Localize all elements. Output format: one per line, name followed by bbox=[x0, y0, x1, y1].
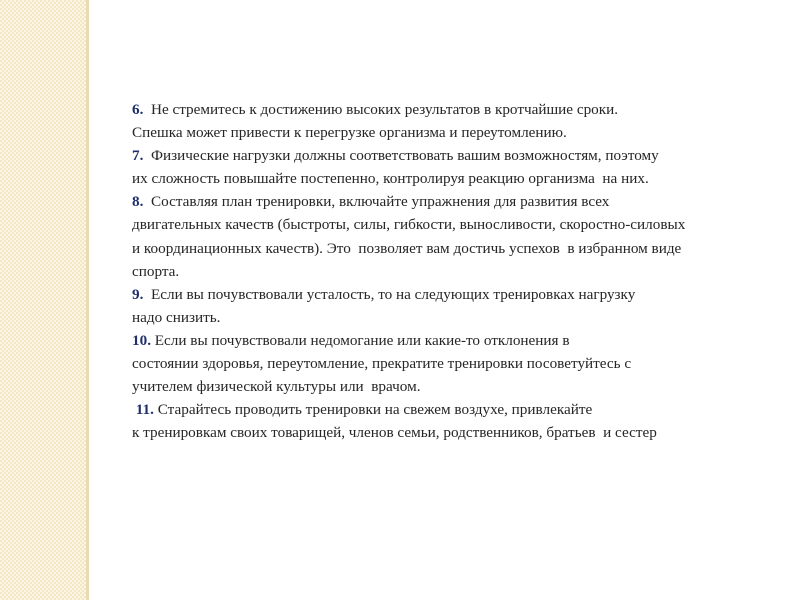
line-text: Старайтесь проводить тренировки на свежем воздухе, привлекайте bbox=[153, 401, 593, 419]
item-number-9: 9. bbox=[132, 285, 144, 303]
line-text: к тренировкам своих товарищей, членов семьи, родственников, братьев и сестер bbox=[132, 424, 657, 442]
text-line-13 bbox=[132, 375, 792, 398]
line-text: двигательных качеств (быстроты, силы, гибкости, выносливости, скоростно-силовых bbox=[132, 216, 686, 234]
text-line-8 bbox=[132, 260, 792, 283]
text-line-3 bbox=[132, 144, 792, 167]
text-line-14 bbox=[132, 398, 792, 421]
text-line-4 bbox=[132, 167, 792, 190]
item-number-11: 11. bbox=[132, 401, 154, 419]
line-text: Составляя план тренировки, включайте упражнения для развития всех bbox=[143, 193, 610, 211]
text-line-9 bbox=[132, 283, 792, 306]
line-text: спорта. bbox=[132, 262, 180, 280]
text-line-5 bbox=[132, 190, 792, 213]
line-text: состоянии здоровья, переутомление, прекратите тренировки посоветуйтесь с bbox=[132, 355, 632, 373]
text-line-15 bbox=[132, 421, 792, 444]
recommendations-text bbox=[132, 98, 792, 444]
line-text: учителем физической культуры или врачом. bbox=[132, 378, 421, 396]
text-line-7 bbox=[132, 237, 792, 260]
line-text: Спешка может привести к перегрузке организма и переутомлению. bbox=[132, 124, 567, 142]
item-number-7: 7. bbox=[132, 147, 144, 165]
line-text: Если вы почувствовали усталость, то на следующих тренировках нагрузку bbox=[143, 285, 636, 303]
line-text: их сложность повышайте постепенно, контролируя реакцию организма на них. bbox=[132, 170, 649, 188]
text-line-12 bbox=[132, 352, 792, 375]
line-text: Физические нагрузки должны соответствовать вашим возможностям, поэтому bbox=[143, 147, 659, 165]
decorative-side-panel bbox=[0, 0, 86, 600]
line-text: надо снизить. bbox=[132, 308, 221, 326]
text-line-11 bbox=[132, 329, 792, 352]
text-line-2 bbox=[132, 121, 792, 144]
text-line-6 bbox=[132, 213, 792, 236]
side-panel-border bbox=[86, 0, 89, 600]
item-number-10: 10. bbox=[132, 331, 151, 349]
line-text: Если вы почувствовали недомогание или какие-то отклонения в bbox=[150, 331, 570, 349]
item-number-8: 8. bbox=[132, 193, 144, 211]
line-text: Не стремитесь к достижению высоких результатов в кротчайшие сроки. bbox=[143, 101, 619, 118]
line-text: и координационных качеств). Это позволяет вам достичь успехов в избранном виде bbox=[132, 239, 682, 257]
text-line-10 bbox=[132, 306, 792, 329]
item-number-6: 6. bbox=[132, 101, 144, 118]
text-line-1 bbox=[132, 98, 792, 121]
